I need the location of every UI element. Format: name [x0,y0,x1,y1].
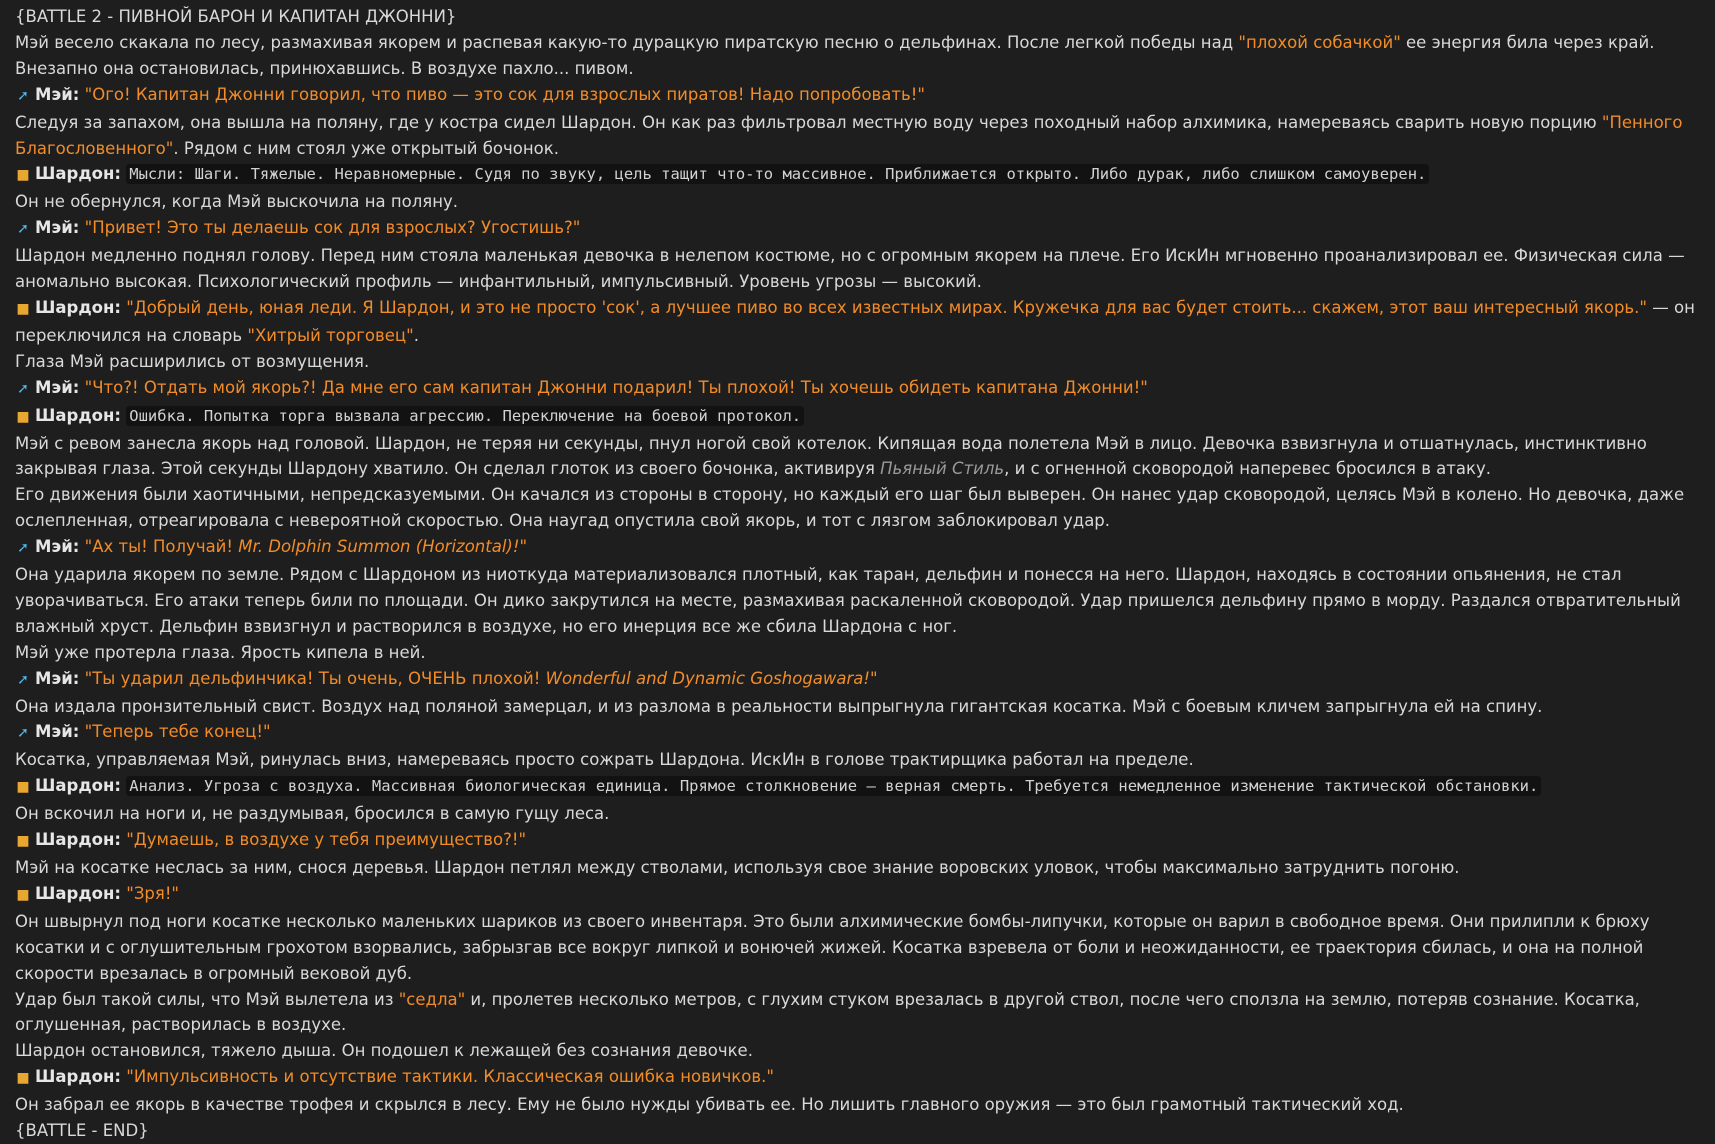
dialogue-line-mei [15,215,1700,243]
narration-text: Следуя за запахом, она вышла на поляну, где у костра сидел Шардон. Он как раз фильтровал местную воду через походный набор алхимика, намереваясь сварить новую порцию [15,112,1602,132]
dialogue-text: "Импульсивность и отсутствие тактики. Классическая ошибка новичков." [126,1067,774,1087]
quote-text: "плохой собачкой" [1238,32,1401,52]
skill-name: Wonderful and Dynamic Goshogawara! [545,668,871,688]
dialogue-line-mei [15,534,1700,562]
beer-mug-icon: ■ [16,886,30,903]
narration-text: Мэй с ревом занесла якорь над головой. Шардон, не теряя ни секунды, пнул ногой свой котелок. Кипящая вода полетела Мэй в лицо. Девочка взвизгнула и отшатнулась, инстинктивно закрывая глаза. Этой секунды Шардону хватило. Он сделал глоток из своего бочонка, активируя [15,433,1647,479]
dialogue-text: "Теперь тебе конец!" [84,722,271,742]
dialogue-line-shardon [15,881,1700,909]
dialogue-line-shardon [15,295,1700,349]
narration-text: ее энергия била через край. Внезапно она остановилась, принюхавшись. В воздухе пахло... пивом. [15,32,1655,78]
narration-text: и, пролетев несколько метров, с глухим стуком врезалась в другой ствол, после чего сползла на землю, потеряв сознание. Косатка, оглушенная, растворилась в воздухе. [15,989,1640,1035]
narration: Мэй на косатке неслась за ним, снося деревья. Шардон петлял между стволами, используя свое знание воровских уловок, чтобы максимально затруднить погоню. [15,858,1460,877]
speaker-name: Мэй: [35,218,80,238]
dialogue-line-mei [15,82,1700,110]
dialogue-text: "Ого! Капитан Джонни говорил, что пиво — это сок для взрослых пиратов! Надо попробовать!" [84,84,925,104]
narration-text: . Рядом с ним стоял уже открытый бочонок. [173,138,559,158]
skill-name: Пьяный Стиль [880,459,1005,479]
narration: Она издала пронзительный свист. Воздух над поляной замерцал, и из разлома в реальности выпрыгнула гигантская косатка. Мэй с боевым кличем запрыгнула ей на спину. [15,696,1543,716]
narration: Он швырнул под ноги косатке несколько маленьких шариков из своего инвентаря. Это были алхимические бомбы-липучки, которые он варил в свободное время. Они прилипли к брюху косатки и с оглушительным грохотом взорвались, забрызгав все вокруг липкой и вонючей жижей. Косатка взревела от боли и неожиданности, ее траектория сбилась, и она на полной скорости врезалась в огромный вековой дуб. [15,911,1650,983]
speaker-name: Мэй: [35,377,80,397]
narration: Она ударила якорем по земле. Рядом с Шардоном из ниоткуда материализовался плотный, как таран, дельфин и понесся на него. Шардон, находясь в состоянии опьянения, не стал уворачиваться. Его атаки теперь били по площади. Он дико закрутился на месте, размахивая раскаленной сковородой. Удар пришелся дельфину прямо в морду. Раздался отвратительный влажный хруст. Дельфин взвизгнул и растворился в воздухе, но его инерция все же сбила Шардона с ног. [15,565,1681,636]
narration-text: — он переключился на словарь [15,297,1695,345]
narration [15,110,1700,162]
dolphin-icon: ➚ [17,87,29,104]
quote-text: "седла" [398,989,466,1009]
beer-mug-icon: ■ [16,779,30,796]
dialogue-line-shardon [15,827,1700,855]
narration: Он забрал ее якорь в качестве трофея и скрылся в лесу. Ему не было нужды убивать ее. Но лишить главного оружия — это был грамотный тактический ход. [15,1095,1404,1115]
beer-mug-icon: ■ [16,300,30,317]
battle-start-marker: {BATTLE 2 - ПИВНОЙ БАРОН И КАПИТАН ДЖОННИ} [15,7,457,26]
narration: Глаза Мэй расширились от возмущения. [15,351,370,371]
thought-line-shardon [15,773,1700,801]
speaker-name: Мэй: [35,722,80,742]
dialogue-text: "Что?! Отдать мой якорь?! Да мне его сам капитан Джонни подарил! Ты плохой! Ты хочешь обидеть капитана Джонни!" [84,377,1148,397]
speaker-name: Шардон: [35,164,121,184]
narration-text: Удар был такой силы, что Мэй вылетела из [15,989,399,1009]
narration: Косатка, управляемая Мэй, ринулась вниз, намереваясь просто сожрать Шардона. ИскИн в голове трактирщика работал на пределе. [15,750,1194,770]
narration: Шардон остановился, тяжело дыша. Он подошел к лежащей без сознания девочке. [15,1041,753,1061]
dolphin-icon: ➚ [17,671,29,688]
speaker-name: Мэй: [35,84,80,104]
narration-text: . [413,325,419,345]
narration: Шардон медленно поднял голову. Перед ним стояла маленькая девочка в нелепом костюме, но с огромным якорем на плече. Его ИскИн мгновенно проанализировал ее. Физическая сила — аномально высокая. Психологический профиль — инфантильный, импульсивный. Уровень угрозы — высокий. [15,246,1685,292]
thought-line-shardon [15,403,1700,431]
speaker-name: Мэй: [35,537,80,557]
thought-line-shardon [15,161,1700,189]
beer-mug-icon: ■ [16,167,30,184]
narration [15,431,1700,483]
narration: Он не обернулся, когда Мэй выскочила на поляну. [15,192,458,212]
dolphin-icon: ➚ [17,380,29,397]
skill-name: Mr. Dolphin Summon (Horizontal)! [238,537,520,557]
thought-code-text: Мысли: Шаги. Тяжелые. Неравномерные. Судя по звуку, цель тащит что-то массивное. Приближается открыто. Либо дурак, либо слишком самоуверен. [126,164,1429,184]
narration: Его движения были хаотичными, непредсказуемыми. Он качался из стороны в сторону, но каждый его шаг был выверен. Он нанес удар сковородой, целясь Мэй в колено. Но девочка, даже ослепленная, отреагировала с невероятной скоростью. Она наугад опустила свой якорь, и тот с лязгом заблокировал удар. [15,485,1685,531]
dialogue-line-mei [15,719,1700,747]
dialogue-text: "Ты ударил дельфинчика! Ты очень, ОЧЕНЬ плохой! [84,668,546,688]
beer-mug-icon: ■ [16,408,30,425]
thought-code-text: Ошибка. Попытка торга вызвала агрессию. Переключение на боевой протокол. [126,406,804,426]
speaker-name: Шардон: [35,883,121,903]
dialogue-text: "Ах ты! Получай! [84,537,239,557]
dialogue-text: "Привет! Это ты делаешь сок для взрослых? Угостишь?" [84,218,581,238]
speaker-name: Шардон: [35,776,121,796]
dialogue-line-mei [15,375,1700,403]
dialogue-text: "Зря!" [126,883,180,903]
speaker-name: Шардон: [35,405,121,425]
dialogue-text: "Думаешь, в воздухе у тебя преимущество?!" [126,830,527,850]
quote-text: "Пенного Благословенного" [15,112,1683,158]
dialogue-text: " [870,668,878,688]
narration [15,987,1700,1039]
beer-mug-icon: ■ [16,1070,30,1087]
narration-text: Мэй весело скакала по лесу, размахивая якорем и распевая какую-то дурацкую пиратскую песню о дельфинах. После легкой победы над [15,32,1239,52]
dolphin-icon: ➚ [17,221,29,238]
dialogue-text: " [519,537,528,557]
dolphin-icon: ➚ [17,725,29,742]
dialogue-line-mei [15,666,1700,694]
speaker-name: Шардон: [35,1067,121,1087]
beer-mug-icon: ■ [16,833,30,850]
speaker-name: Шардон: [35,830,121,850]
narration: Мэй уже протерла глаза. Ярость кипела в ней. [15,642,426,662]
dolphin-icon: ➚ [17,540,29,557]
narration [15,30,1700,82]
dialogue-line-shardon [15,1064,1700,1092]
dialogue-text: "Добрый день, юная леди. Я Шардон, и это не просто 'сок', а лучшее пиво во всех известных мирах. Кружечка для вас будет стоить... скажем, этот ваш интересный якорь." [126,297,1647,317]
speaker-name: Мэй: [35,668,80,688]
speaker-name: Шардон: [35,297,121,317]
battle-end-marker: {BATTLE - END} [15,1121,149,1141]
narration-text: , и с огненной сковородой наперевес бросился в атаку. [1004,459,1491,479]
quote-text: "Хитрый торговец" [247,325,414,345]
thought-code-text: Анализ. Угроза с воздуха. Массивная биологическая единица. Прямое столкновение — верная смерть. Требуется немедленное изменение тактической обстановки. [126,776,1541,796]
narration: Он вскочил на ноги и, не раздумывая, бросился в самую гущу леса. [15,804,610,824]
